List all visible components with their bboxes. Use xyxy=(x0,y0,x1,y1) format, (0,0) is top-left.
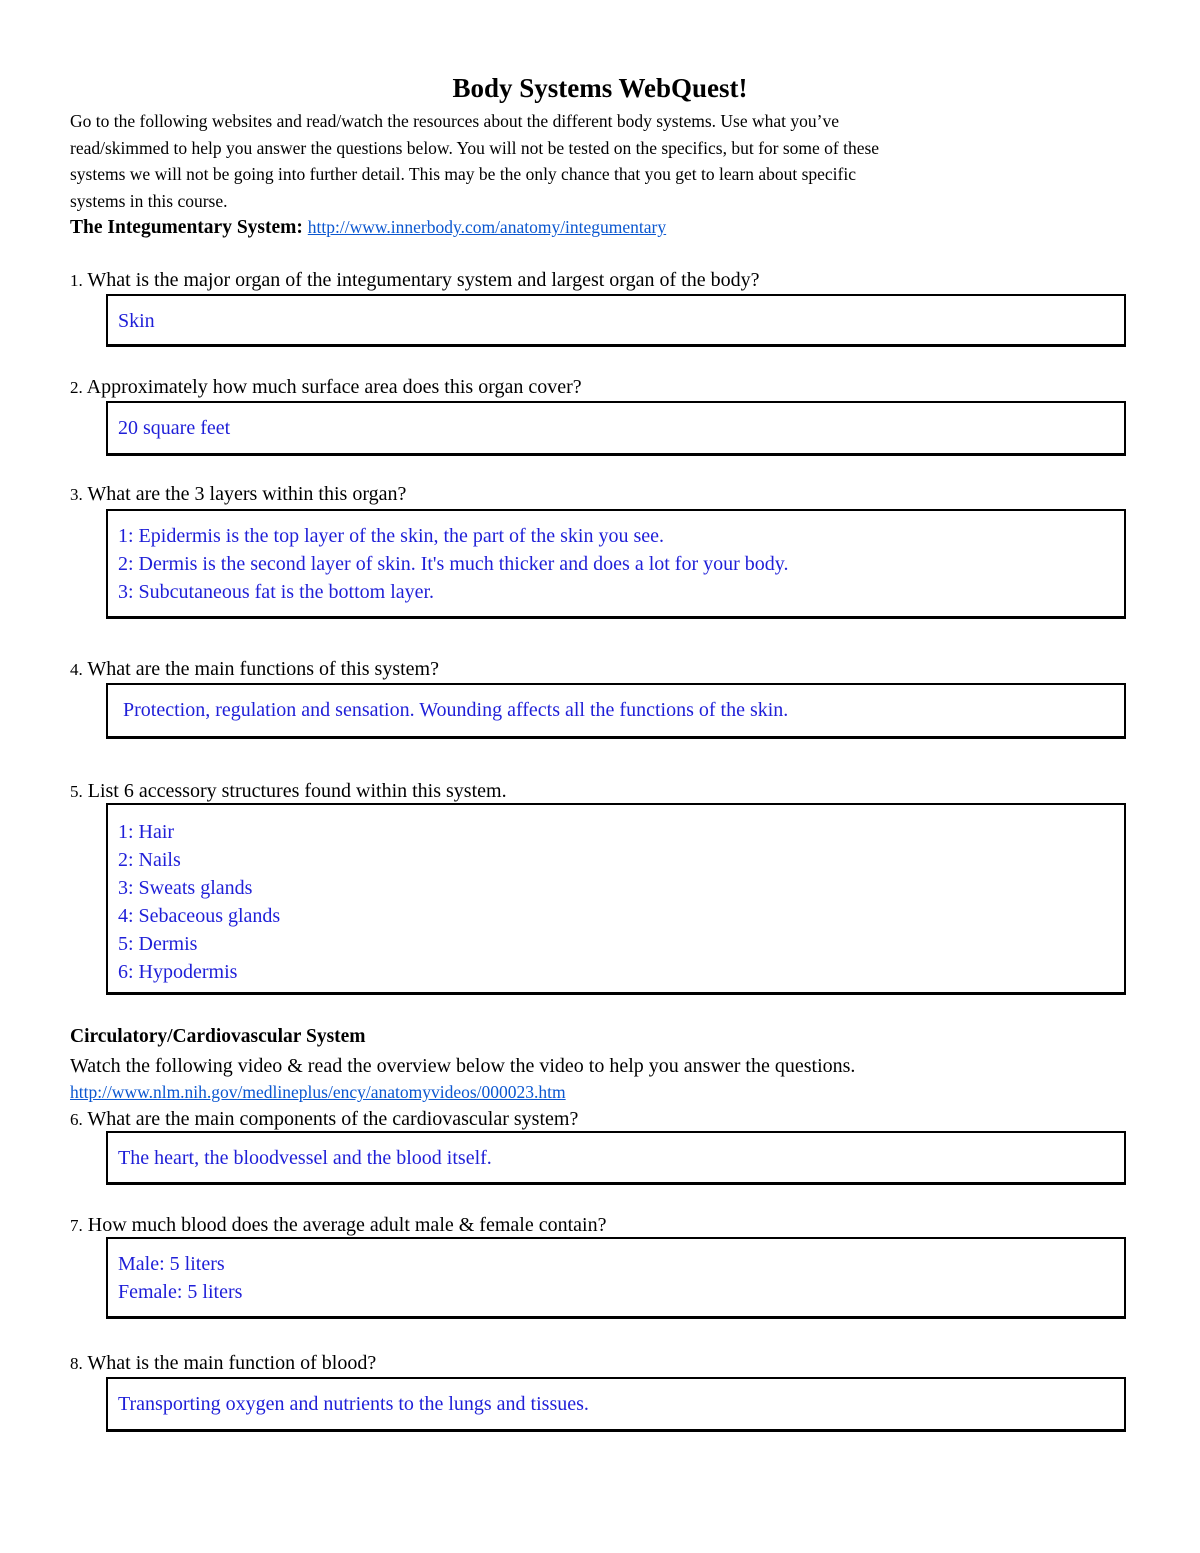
question-number: 7. xyxy=(70,1216,83,1235)
question-number: 3. xyxy=(70,485,83,504)
answer-line: 5: Dermis xyxy=(118,933,198,955)
answer-line: Protection, regulation and sensation. Wounding affects all the functions of the skin. xyxy=(123,699,789,721)
question-4 xyxy=(70,656,439,683)
integumentary-section-header xyxy=(70,214,666,241)
answer-line: Skin xyxy=(118,310,155,332)
answer-line: 4: Sebaceous glands xyxy=(118,905,281,927)
question-text: List 6 accessory structures found within this system. xyxy=(87,780,507,802)
answer-line: Female: 5 liters xyxy=(118,1281,243,1303)
integumentary-link[interactable]: http://www.innerbody.com/anatomy/integumentary xyxy=(307,217,667,237)
integumentary-heading: The Integumentary System: xyxy=(70,217,303,238)
question-1 xyxy=(70,267,759,294)
question-3 xyxy=(70,481,406,508)
question-number: 5. xyxy=(70,782,83,801)
answer-box-6[interactable] xyxy=(106,1131,1126,1185)
circulatory-link-line xyxy=(70,1079,566,1105)
circulatory-heading: Circulatory/Cardiovascular System xyxy=(70,1026,366,1047)
question-6 xyxy=(70,1106,578,1133)
answer-line: 3: Subcutaneous fat is the bottom layer. xyxy=(118,581,435,603)
answer-line: Male: 5 liters xyxy=(118,1253,225,1275)
answer-box-8[interactable] xyxy=(106,1377,1126,1432)
question-text: What is the main function of blood? xyxy=(87,1352,377,1374)
question-text: What is the major organ of the integumentary system and largest organ of the body? xyxy=(87,269,760,291)
circulatory-section-header xyxy=(70,1024,366,1050)
question-number: 2. xyxy=(70,378,83,397)
intro-paragraph: Go to the following websites and read/watch the resources about the different body systems. Use what you’ve read/skimmed to help you answer the questions below. You will not be tested on the specifics, but for some of these systems we will not be going into further detail. This may be the only chance that you get to learn about specific systems in this course. xyxy=(70,111,880,211)
answer-line: 2: Nails xyxy=(118,849,181,871)
question-text: Approximately how much surface area does this organ cover? xyxy=(86,376,582,398)
answer-box-5[interactable] xyxy=(106,803,1126,995)
answer-line: 20 square feet xyxy=(118,417,231,439)
question-number: 4. xyxy=(70,660,83,679)
question-7 xyxy=(70,1212,606,1239)
circulatory-instruction: Watch the following video & read the overview below the video to help you answer the questions. xyxy=(70,1055,856,1077)
answer-line: 3: Sweats glands xyxy=(118,877,253,899)
answer-line: Transporting oxygen and nutrients to the lungs and tissues. xyxy=(118,1393,589,1415)
answer-box-7[interactable] xyxy=(106,1237,1126,1319)
answer-line: The heart, the bloodvessel and the blood itself. xyxy=(118,1147,492,1169)
question-number: 8. xyxy=(70,1354,83,1373)
answer-line: 1: Epidermis is the top layer of the skin, the part of the skin you see. xyxy=(118,525,664,547)
answer-line: 1: Hair xyxy=(118,821,175,843)
question-number: 6. xyxy=(70,1110,83,1129)
answer-box-1[interactable] xyxy=(106,294,1126,347)
answer-line: 6: Hypodermis xyxy=(118,961,238,983)
question-text: How much blood does the average adult male & female contain? xyxy=(87,1214,607,1236)
question-2 xyxy=(70,374,582,401)
question-text: What are the main components of the cardiovascular system? xyxy=(87,1108,579,1130)
page-title: Body Systems WebQuest! xyxy=(452,73,748,103)
answer-box-4[interactable] xyxy=(106,683,1126,739)
question-text: What are the 3 layers within this organ? xyxy=(87,483,407,505)
question-text: What are the main functions of this system? xyxy=(87,658,439,680)
question-number: 1. xyxy=(70,271,83,290)
answer-box-3[interactable] xyxy=(106,509,1126,619)
circulatory-link[interactable]: http://www.nlm.nih.gov/medlineplus/ency/anatomyvideos/000023.htm xyxy=(70,1082,566,1102)
question-5 xyxy=(70,778,507,805)
question-8 xyxy=(70,1350,376,1377)
answer-box-2[interactable] xyxy=(106,401,1126,456)
answer-line: 2: Dermis is the second layer of skin. It's much thicker and does a lot for your body. xyxy=(118,553,789,575)
